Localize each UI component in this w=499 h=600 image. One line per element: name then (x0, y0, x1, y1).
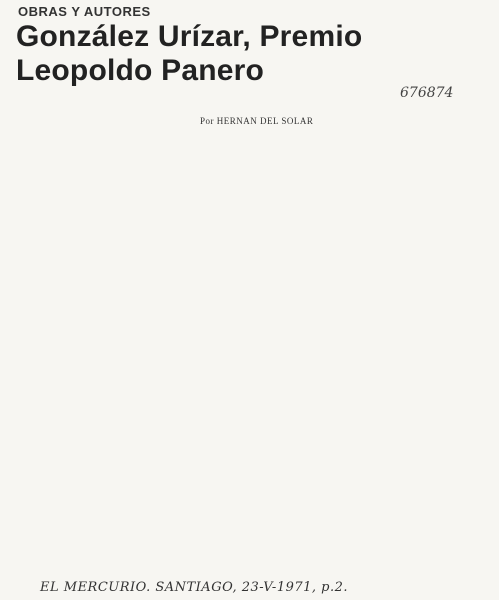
handwritten-archive-number: 676874 (400, 85, 454, 101)
handwritten-source-note: EL MERCURIO. SANTIAGO, 23-V-1971, p.2. (40, 580, 349, 595)
section-heading: OBRAS Y AUTORES (18, 4, 151, 19)
article-byline: Por HERNAN DEL SOLAR (200, 116, 314, 126)
article-title: González Urízar, Premio Leopoldo Panero (16, 20, 363, 87)
body-column-right (258, 132, 478, 572)
body-column-left (18, 132, 238, 572)
